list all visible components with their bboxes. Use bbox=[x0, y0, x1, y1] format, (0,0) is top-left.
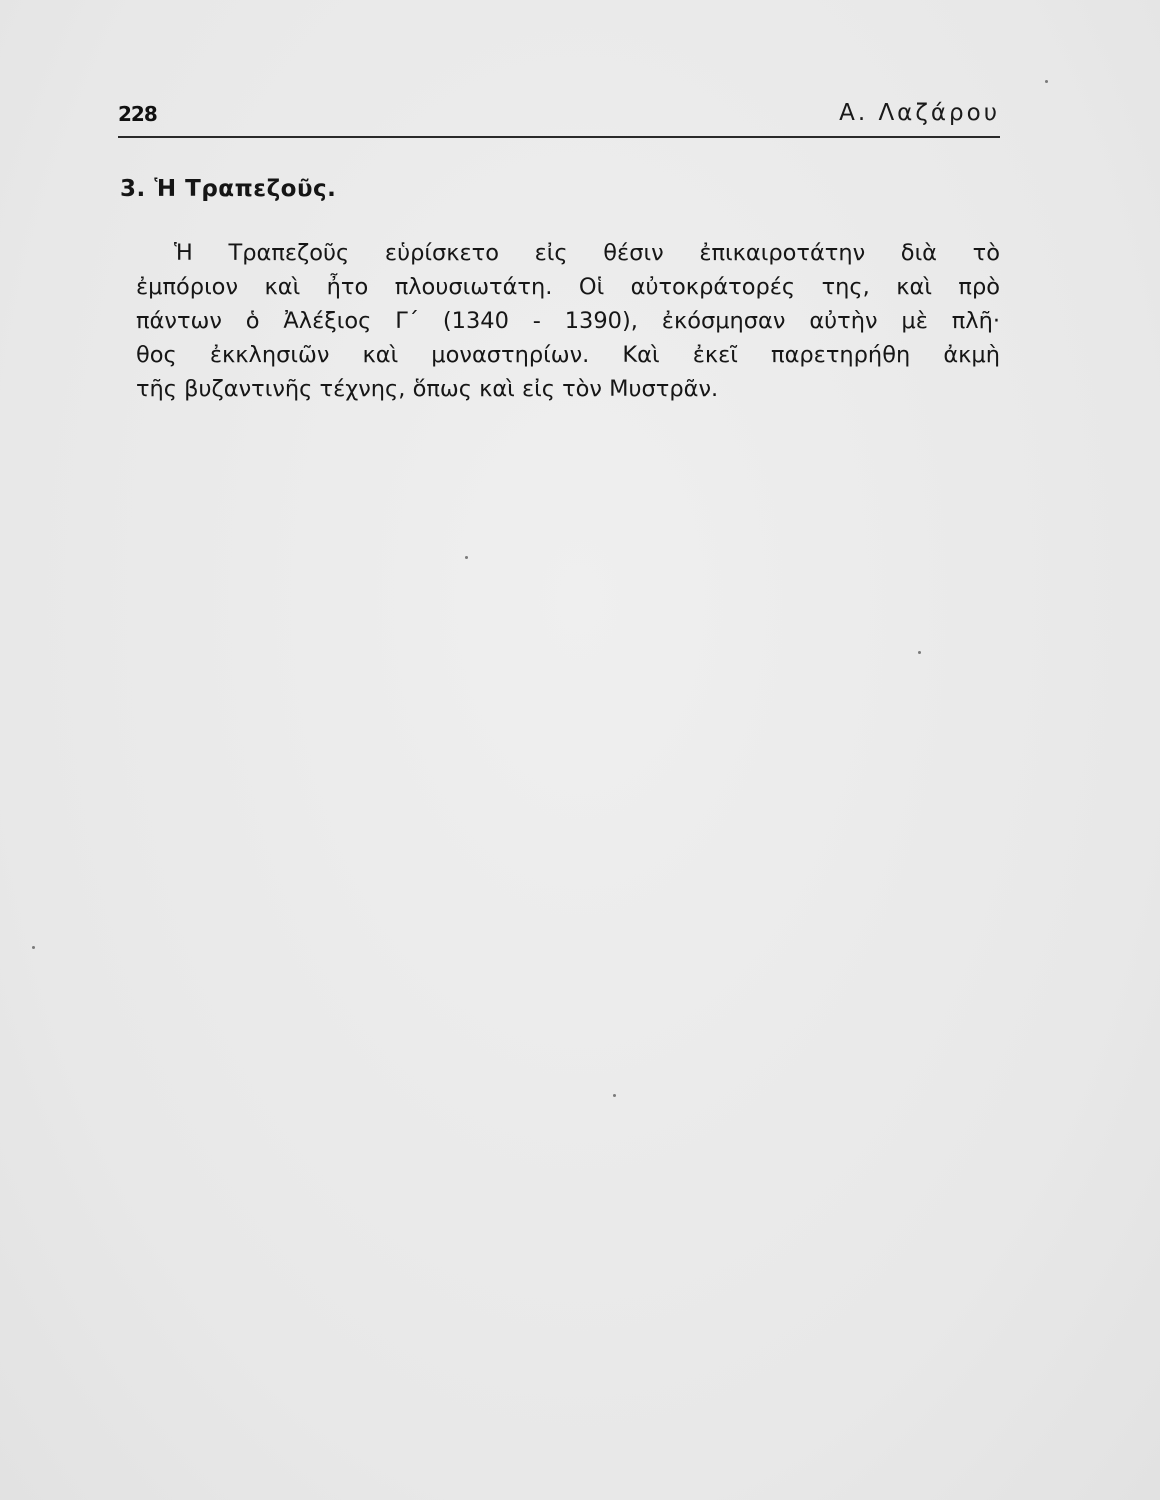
paper-speck bbox=[1045, 80, 1048, 83]
page-number: 228 bbox=[118, 102, 157, 126]
running-head-author: Α. Λαζάρου bbox=[839, 100, 1000, 126]
paper-speck bbox=[465, 556, 468, 559]
section-title: 3. Ἡ Τραπεζοῦς. bbox=[120, 176, 337, 202]
page-header bbox=[118, 100, 1000, 132]
paper-speck bbox=[918, 651, 921, 654]
paper-speck bbox=[613, 1094, 616, 1097]
paper-speck bbox=[32, 946, 35, 949]
paragraph-line: ἐμπόριον καὶ ἦτο πλουσιωτάτη. Οἱ αὐτοκράτορές της, καὶ πρὸ bbox=[136, 274, 1000, 300]
paragraph-line: τῆς βυζαντινῆς τέχνης, ὅπως καὶ εἰς τὸν Μυστρᾶν. bbox=[136, 376, 719, 402]
paragraph bbox=[136, 236, 1000, 406]
paragraph-line: θος ἐκκλησιῶν καὶ μοναστηρίων. Καὶ ἐκεῖ παρετηρήθη ἀκμὴ bbox=[136, 342, 1000, 368]
paragraph-line: Ἡ Τραπεζοῦς εὑρίσκετο εἰς θέσιν ἐπικαιροτάτην διὰ τὸ bbox=[174, 240, 1000, 266]
header-rule bbox=[118, 136, 1000, 138]
paragraph-line: πάντων ὁ Ἀλέξιος Γ΄ (1340 - 1390), ἐκόσμησαν αὐτὴν μὲ πλῆ· bbox=[136, 308, 1000, 334]
